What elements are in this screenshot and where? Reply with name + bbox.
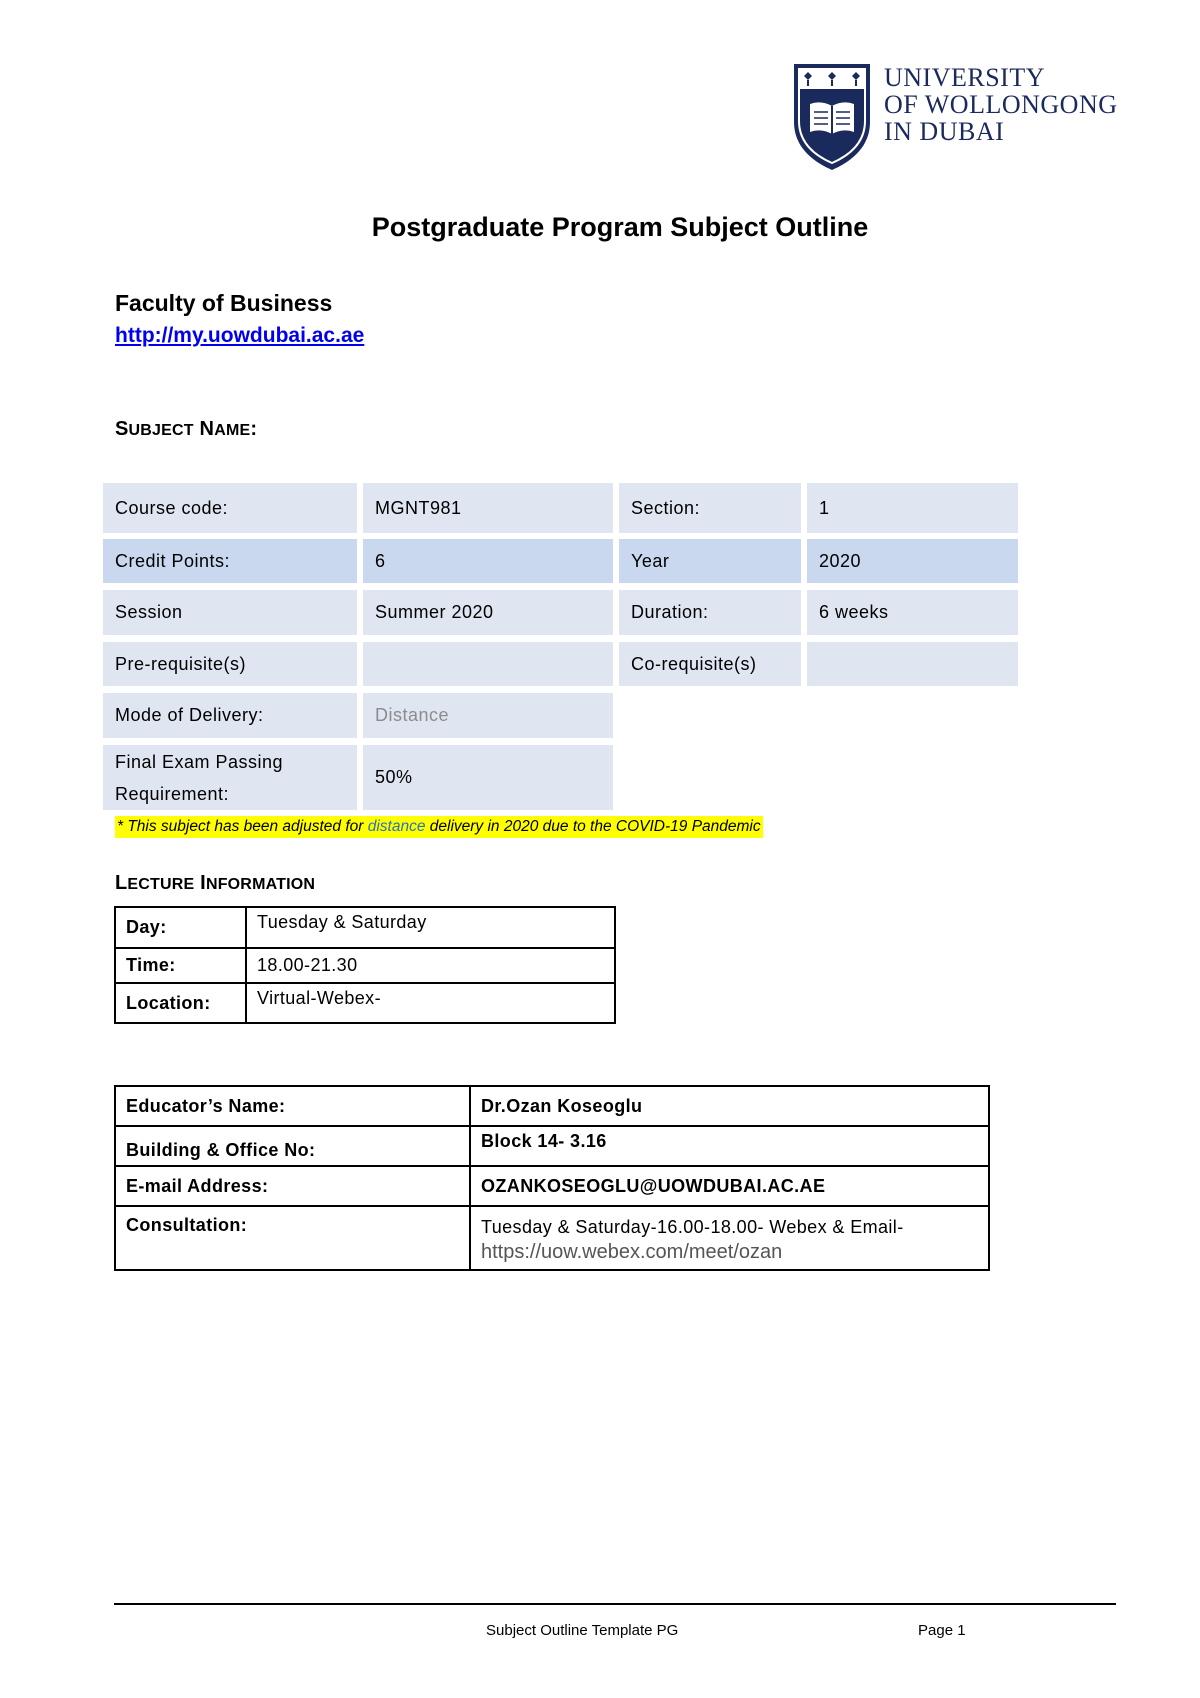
email-label: E-mail Address:	[115, 1166, 470, 1206]
day-label: Day:	[115, 907, 246, 948]
crest-icon	[790, 60, 874, 172]
course-code-value: MGNT981	[363, 483, 613, 533]
section-label: Section:	[619, 483, 801, 533]
credit-points-value: 6	[363, 539, 613, 583]
educator-name-label: Educator’s Name:	[115, 1086, 470, 1126]
course-code-label: Course code:	[103, 483, 357, 533]
corequisite-value	[807, 642, 1018, 686]
consultation-label: Consultation:	[115, 1206, 470, 1270]
year-label: Year	[619, 539, 801, 583]
office-value: Block 14- 3.16	[470, 1126, 989, 1166]
table-row	[115, 907, 615, 948]
subject-name-heading: SUBJECT NAME:	[115, 418, 258, 440]
faculty-link[interactable]: http://my.uowdubai.ac.ae	[115, 324, 365, 347]
credit-points-label: Credit Points:	[103, 539, 357, 583]
educator-info-table	[114, 1085, 990, 1271]
educator-name-value: Dr.Ozan Koseoglu	[470, 1086, 989, 1126]
location-label: Location:	[115, 983, 246, 1023]
final-exam-label: Final Exam Passing Requirement:	[103, 745, 357, 810]
webex-link[interactable]: https://uow.webex.com/meet/ozan	[481, 1241, 783, 1263]
faculty-name: Faculty of Business	[115, 290, 333, 316]
office-label: Building & Office No:	[115, 1126, 470, 1166]
mode-of-delivery-value: Distance	[363, 693, 613, 738]
document-title: Postgraduate Program Subject Outline	[371, 212, 869, 242]
duration-label: Duration:	[619, 590, 801, 635]
section-value: 1	[807, 483, 1018, 533]
table-row	[115, 1126, 989, 1166]
table-row	[115, 1206, 989, 1270]
session-label: Session	[103, 590, 357, 635]
final-exam-value: 50%	[363, 745, 613, 810]
prerequisite-label: Pre-requisite(s)	[103, 642, 357, 686]
year-value: 2020	[807, 539, 1018, 583]
table-row	[115, 1086, 989, 1126]
footer-page-number: Page 1	[918, 1622, 966, 1639]
table-row	[115, 948, 615, 983]
time-label: Time:	[115, 948, 246, 983]
consultation-value: Tuesday & Saturday-16.00-18.00- Webex & Email- https://uow.webex.com/meet/ozan	[470, 1206, 989, 1270]
university-logo	[790, 60, 1120, 172]
time-value: 18.00-21.30	[246, 948, 615, 983]
table-row	[115, 1166, 989, 1206]
covid-note: * This subject has been adjusted for distance delivery in 2020 due to the COVID-19 Pandemic	[115, 816, 763, 838]
duration-value: 6 weeks	[807, 590, 1018, 635]
email-value[interactable]: OZANKOSEOGLU@UOWDUBAI.AC.AE	[470, 1166, 989, 1206]
prerequisite-value	[363, 642, 613, 686]
table-row	[115, 983, 615, 1023]
mode-of-delivery-label: Mode of Delivery:	[103, 693, 357, 738]
location-value: Virtual-Webex-	[246, 983, 615, 1023]
footer-template-name: Subject Outline Template PG	[486, 1622, 679, 1639]
session-value: Summer 2020	[363, 590, 613, 635]
day-value: Tuesday & Saturday	[246, 907, 615, 948]
footer-divider	[114, 1603, 1116, 1605]
lecture-information-heading: LECTURE INFORMATION	[115, 872, 316, 894]
university-name: UNIVERSITY OF WOLLONGONG IN DUBAI	[884, 63, 1118, 146]
corequisite-label: Co-requisite(s)	[619, 642, 801, 686]
lecture-info-table	[114, 906, 616, 1024]
